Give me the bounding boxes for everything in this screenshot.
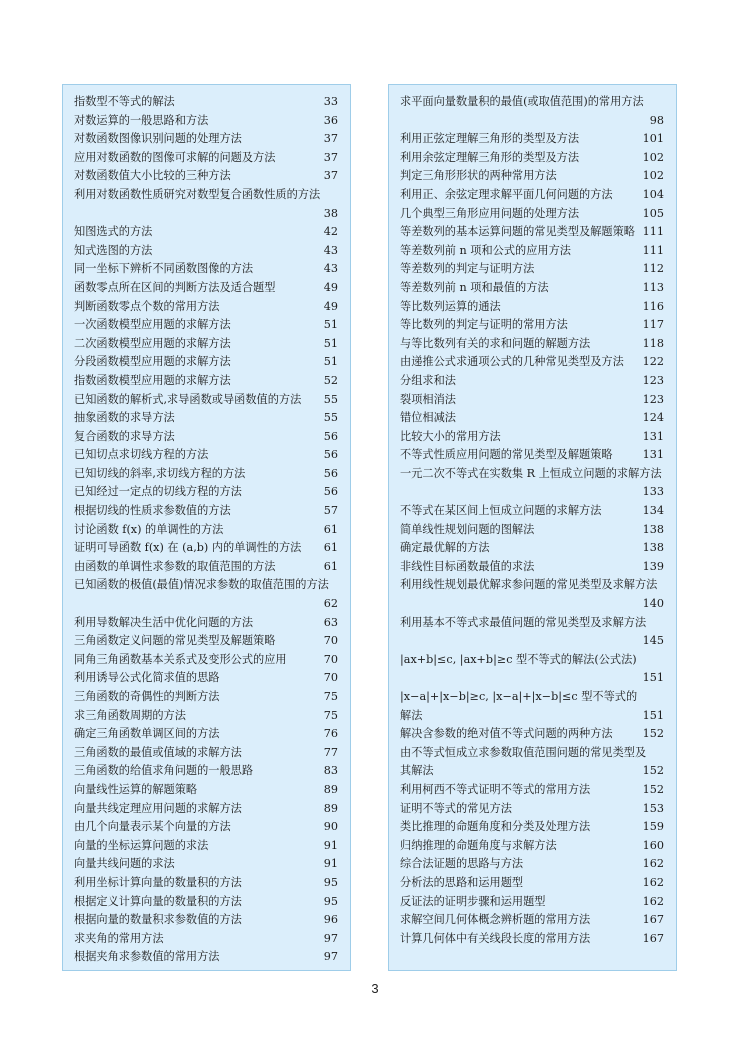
toc-entry (74, 576, 338, 613)
toc-entry-page: 77 (323, 745, 338, 759)
toc-entry-title: 根据向量的数量积求参数值的方法 (74, 913, 242, 927)
toc-entry-page: 37 (323, 132, 338, 146)
toc-entry-title: 讨论函数 f(x) 的单调性的方法 (74, 522, 224, 536)
toc-entry-title: 由递推公式求通项公式的几种常见类型及方法 (400, 355, 624, 369)
toc-entry (400, 93, 664, 130)
toc-entry-page: 104 (642, 187, 664, 201)
toc-entry-title: 知图选式的方法 (74, 225, 153, 239)
toc-entry-page: 167 (642, 931, 664, 945)
toc-entry-page: 55 (323, 411, 338, 425)
toc-entry-page: 116 (642, 299, 664, 313)
toc-entry-page: 56 (323, 466, 338, 480)
toc-entry-page: 56 (323, 485, 338, 499)
toc-entry-title: 函数零点所在区间的判断方法及适合题型 (74, 280, 276, 294)
toc-entry-title: 根据夹角求参数值的常用方法 (74, 950, 220, 964)
toc-entry (74, 855, 338, 874)
toc-entry (400, 800, 664, 819)
toc-entry-page: 61 (323, 559, 338, 573)
toc-entry-page: 153 (642, 801, 664, 815)
toc-entry (74, 93, 338, 112)
toc-entry-title: 等差数列前 n 项和最值的方法 (400, 280, 549, 294)
toc-entry (74, 669, 338, 688)
toc-entry (74, 707, 338, 726)
toc-entry-title: 利用柯西不等式证明不等式的常用方法 (400, 782, 591, 796)
toc-entry-page: 139 (642, 559, 664, 573)
toc-entry-title: 同角三角函数基本关系式及变形公式的应用 (74, 652, 287, 666)
toc-entry (400, 205, 664, 224)
toc-entry-page: 75 (323, 708, 338, 722)
toc-entry-page: 113 (642, 280, 664, 294)
toc-entry (74, 316, 338, 335)
toc-entry-title: 比较大小的常用方法 (400, 429, 501, 443)
toc-entry-title: 求平面向量数量积的最值(或取值范围)的常用方法 (400, 95, 644, 108)
toc-entry-title: 错位相减法 (400, 411, 456, 425)
toc-entry (74, 298, 338, 317)
toc-entry (400, 781, 664, 800)
toc-entry-page: 117 (642, 318, 664, 332)
toc-entry-title: 三角函数的最值或值域的求解方法 (74, 745, 242, 759)
toc-entry-title: 向量共线定理应用问题的求解方法 (74, 801, 242, 815)
toc-entry (74, 112, 338, 131)
toc-entry-page: 124 (642, 411, 664, 425)
toc-entry-page: 89 (323, 782, 338, 796)
toc-entry (74, 149, 338, 168)
toc-entry-page: 43 (323, 243, 338, 257)
toc-entry-page: 112 (642, 262, 664, 276)
toc-entry-page: 52 (323, 373, 338, 387)
toc-entry-title: 其解法 (400, 764, 434, 778)
toc-entry-title: 分组求和法 (400, 373, 456, 387)
toc-entry (400, 316, 664, 335)
toc-entry (400, 855, 664, 874)
toc-entry-title: 裂项相消法 (400, 392, 456, 406)
toc-entry (400, 762, 664, 781)
toc-entry-page: 134 (642, 504, 664, 518)
toc-entry (74, 762, 338, 781)
toc-entry (400, 167, 664, 186)
toc-entry (74, 223, 338, 242)
toc-entry-page: 55 (323, 392, 338, 406)
toc-entry-page: 37 (323, 169, 338, 183)
toc-entry-page: 51 (323, 336, 338, 350)
toc-entry-page: 138 (642, 522, 664, 536)
toc-entry (400, 372, 664, 391)
toc-entry-title: 分段函数模型应用题的求解方法 (74, 355, 231, 369)
toc-entry (74, 391, 338, 410)
toc-entry-page: 131 (642, 429, 664, 443)
toc-entry (400, 409, 664, 428)
toc-entry-title: |ax+b|≤c, |ax+b|≥c 型不等式的解法(公式法) (400, 652, 637, 666)
toc-entry-title: 向量线性运算的解题策略 (74, 782, 198, 796)
toc-entry-title: 等差数列的判定与证明方法 (400, 262, 535, 276)
toc-entry-page: 159 (642, 820, 664, 834)
toc-entry-page: 111 (642, 225, 664, 239)
toc-entry-page: 138 (642, 541, 664, 555)
toc-entry (400, 930, 664, 949)
toc-entry (400, 744, 664, 763)
toc-entry-title: 归纳推理的命题角度与求解方法 (400, 838, 557, 852)
toc-entry (400, 130, 664, 149)
toc-entry (400, 688, 664, 707)
toc-entry-page: 70 (323, 634, 338, 648)
toc-entry-title: 利用诱导公式化简求值的思路 (74, 671, 220, 685)
toc-entry-page: 122 (642, 355, 664, 369)
toc-right-entries (400, 93, 664, 948)
page-number: 3 (371, 981, 379, 996)
toc-entry-title: 复合函数的求导方法 (74, 429, 175, 443)
toc-entry-page: 70 (323, 671, 338, 685)
toc-entry-title: 根据定义计算向量的数量积的方法 (74, 894, 242, 908)
toc-entry-title: 利用余弦定理解三角形的类型及方法 (400, 150, 580, 164)
toc-entry (74, 688, 338, 707)
toc-entry (400, 893, 664, 912)
toc-entry (400, 298, 664, 317)
toc-entry-title: 由不等式恒成立求参数取值范围问题的常见类型及 (400, 745, 647, 759)
toc-entry (400, 539, 664, 558)
toc-entry (74, 502, 338, 521)
toc-entry (74, 558, 338, 577)
toc-entry-title: 判断函数零点个数的常用方法 (74, 299, 220, 313)
toc-entry-title: 对数函数图像识别问题的处理方法 (74, 132, 242, 146)
toc-entry-page: 56 (323, 448, 338, 462)
toc-entry-title: 对数函数值大小比较的三种方法 (74, 169, 231, 183)
toc-entry-title: 同一坐标下辨析不同函数图像的方法 (74, 262, 254, 276)
toc-entry (400, 837, 664, 856)
toc-entry-title: 不等式性质应用问题的常见类型及解题策略 (400, 448, 613, 462)
toc-entry-page: 152 (642, 727, 664, 741)
toc-entry (74, 948, 338, 967)
toc-entry (74, 744, 338, 763)
toc-entry-title: 类比推理的命题角度和分类及处理方法 (400, 820, 591, 834)
toc-entry-page: 101 (642, 132, 664, 146)
toc-entry-page: 91 (323, 838, 338, 852)
toc-entry (400, 391, 664, 410)
toc-entry-title: 三角函数定义问题的常见类型及解题策略 (74, 634, 276, 648)
toc-entry (400, 186, 664, 205)
toc-entry-title: 知式选图的方法 (74, 243, 153, 257)
toc-entry-title: 与等比数列有关的求和问题的解题方法 (400, 336, 591, 350)
toc-entry-title: 等比数列运算的通法 (400, 299, 501, 313)
toc-entry-page: 33 (323, 95, 338, 108)
toc-entry-page: 162 (642, 875, 664, 889)
toc-entry (74, 465, 338, 484)
toc-entry-title: 求解空间几何体概念辨析题的常用方法 (400, 913, 591, 927)
toc-right-column (388, 84, 677, 971)
toc-entry-page: 42 (323, 225, 338, 239)
toc-entry-title: 根据切线的性质求参数值的方法 (74, 504, 231, 518)
toc-entry-title: 向量的坐标运算问题的求法 (74, 838, 209, 852)
toc-entry-page: 95 (323, 875, 338, 889)
toc-entry-page: 89 (323, 801, 338, 815)
toc-entry-title: 确定最优解的方法 (400, 541, 490, 555)
toc-entry (400, 446, 664, 465)
toc-entry (74, 335, 338, 354)
toc-entry (74, 521, 338, 540)
toc-entry-title: 已知经过一定点的切线方程的方法 (74, 485, 242, 499)
toc-entry-title: 二次函数模型应用题的求解方法 (74, 336, 231, 350)
toc-entry-title: 分析法的思路和运用题型 (400, 875, 524, 889)
toc-entry-title: 综合法证题的思路与方法 (400, 857, 524, 871)
toc-entry-title: 对数运算的一般思路和方法 (74, 113, 209, 127)
toc-entry-title: 抽象函数的求导方法 (74, 411, 175, 425)
toc-entry (74, 781, 338, 800)
toc-entry-title: 简单线性规划问题的图解法 (400, 522, 535, 536)
toc-entry (400, 911, 664, 930)
toc-entry-title: 计算几何体中有关线段长度的常用方法 (400, 931, 591, 945)
toc-entry-title: 已知函数的极值(最值)情况求参数的取值范围的方法 (74, 578, 329, 592)
toc-entry-page: 152 (642, 782, 664, 796)
toc-entry (74, 186, 338, 223)
toc-entry (400, 149, 664, 168)
toc-entry-title: 反证法的证明步骤和运用题型 (400, 894, 546, 908)
toc-entry-title: 解决含参数的绝对值不等式问题的两种方法 (400, 727, 613, 741)
toc-entry-page: 43 (323, 262, 338, 276)
toc-entry-title: |x−a|+|x−b|≥c, |x−a|+|x−b|≤c 型不等式的 (400, 690, 638, 703)
toc-entry (400, 260, 664, 279)
toc-entry-page: 151 (642, 708, 664, 722)
toc-entry-page: 145 (642, 634, 664, 648)
toc-entry-page: 49 (323, 299, 338, 313)
toc-entry-title: 等比数列的判定与证明的常用方法 (400, 318, 568, 332)
toc-entry-page: 140 (642, 597, 664, 611)
toc-entry (400, 576, 664, 613)
toc-entry-title: 三角函数的给值求角问题的一般思路 (74, 764, 254, 778)
toc-entry (400, 818, 664, 837)
toc-entry-page: 162 (642, 857, 664, 871)
toc-entry-page: 95 (323, 894, 338, 908)
toc-entry-page: 61 (323, 522, 338, 536)
toc-entry-title: 解法 (400, 708, 423, 722)
toc-entry (74, 372, 338, 391)
toc-entry-page: 61 (323, 541, 338, 555)
toc-entry-title: 由函数的单调性求参数的取值范围的方法 (74, 559, 276, 573)
toc-entry-page: 83 (323, 764, 338, 778)
toc-entry-page: 38 (323, 206, 338, 220)
toc-entry-page: 91 (323, 857, 338, 871)
toc-entry (400, 725, 664, 744)
toc-entry (400, 242, 664, 261)
toc-entry (74, 818, 338, 837)
toc-entry-title: 已知切线的斜率,求切线方程的方法 (74, 466, 246, 480)
toc-entry-title: 利用对数函数性质研究对数型复合函数性质的方法 (74, 187, 321, 201)
toc-entry-page: 160 (642, 838, 664, 852)
toc-entry-title: 证明可导函数 f(x) 在 (a,b) 内的单调性的方法 (74, 541, 302, 555)
toc-entry-page: 49 (323, 280, 338, 294)
toc-entry-page: 105 (642, 206, 664, 220)
toc-entry-page: 62 (323, 597, 338, 611)
toc-entry-title: 利用基本不等式求最值问题的常见类型及求解方法 (400, 615, 647, 629)
toc-entry (74, 167, 338, 186)
toc-entry-page: 162 (642, 894, 664, 908)
toc-entry-page: 51 (323, 355, 338, 369)
toc-entry (74, 837, 338, 856)
toc-entry-title: 等差数列的基本运算问题的常见类型及解题策略 (400, 225, 635, 239)
toc-entry (400, 465, 664, 502)
toc-entry (74, 893, 338, 912)
toc-entry (74, 800, 338, 819)
toc-entry-title: 已知切点求切线方程的方法 (74, 448, 209, 462)
toc-entry (74, 930, 338, 949)
toc-entry-page: 56 (323, 429, 338, 443)
toc-entry-title: 指数型不等式的解法 (74, 95, 175, 108)
toc-entry (74, 614, 338, 633)
toc-entry-title: 确定三角函数单调区间的方法 (74, 727, 220, 741)
toc-entry (400, 279, 664, 298)
toc-entry (400, 353, 664, 372)
toc-entry-title: 三角函数的奇偶性的判断方法 (74, 690, 220, 703)
toc-entry-page: 90 (323, 820, 338, 834)
toc-entry (400, 558, 664, 577)
toc-entry-title: 判定三角形形状的两种常用方法 (400, 169, 557, 183)
toc-entry-page: 75 (323, 690, 338, 703)
toc-entry-title: 由几个向量表示某个向量的方法 (74, 820, 231, 834)
toc-entry (74, 725, 338, 744)
toc-entry-title: 指数函数模型应用题的求解方法 (74, 373, 231, 387)
toc-entry-page: 118 (642, 336, 664, 350)
toc-entry-title: 利用线性规划最优解求参问题的常见类型及求解方法 (400, 578, 658, 592)
toc-entry-page: 151 (642, 671, 664, 685)
toc-entry-page: 123 (642, 392, 664, 406)
toc-left-column (62, 84, 351, 971)
toc-entry (400, 874, 664, 893)
toc-entry (74, 874, 338, 893)
toc-entry-page: 102 (642, 150, 664, 164)
toc-entry-title: 利用坐标计算向量的数量积的方法 (74, 875, 242, 889)
toc-entry (400, 614, 664, 651)
toc-entry-title: 已知函数的解析式,求导函数或导函数值的方法 (74, 392, 302, 406)
toc-entry-page: 37 (323, 150, 338, 164)
toc-entry-page: 63 (323, 615, 338, 629)
toc-entry-page: 102 (642, 169, 664, 183)
toc-entry (74, 911, 338, 930)
toc-entry-page: 36 (323, 113, 338, 127)
toc-entry-title: 一元二次不等式在实数集 R 上恒成立问题的求解方法 (400, 466, 662, 480)
toc-entry-title: 不等式在某区间上恒成立问题的求解方法 (400, 504, 602, 518)
toc-entry-page: 123 (642, 373, 664, 387)
toc-entry-title: 求三角函数周期的方法 (74, 708, 186, 722)
toc-entry (74, 446, 338, 465)
toc-entry-title: 求夹角的常用方法 (74, 931, 164, 945)
toc-entry-page: 98 (649, 113, 664, 127)
toc-entry (74, 428, 338, 447)
toc-entry (400, 651, 664, 688)
toc-entry (400, 335, 664, 354)
toc-entry (74, 130, 338, 149)
toc-entry-title: 向量共线问题的求法 (74, 857, 175, 871)
toc-entry-title: 非线性目标函数最值的求法 (400, 559, 535, 573)
toc-entry (74, 483, 338, 502)
toc-entry-page: 167 (642, 913, 664, 927)
toc-entry (74, 651, 338, 670)
toc-entry-page: 111 (642, 243, 664, 257)
toc-entry-page: 76 (323, 727, 338, 741)
toc-entry-page: 57 (323, 504, 338, 518)
toc-entry-title: 几个典型三角形应用问题的处理方法 (400, 206, 580, 220)
toc-entry (400, 521, 664, 540)
toc-entry-page: 70 (323, 652, 338, 666)
toc-entry-title: 证明不等式的常见方法 (400, 801, 512, 815)
toc-entry (74, 242, 338, 261)
toc-entry-page: 152 (642, 764, 664, 778)
toc-entry-title: 利用正、余弦定理求解平面几何问题的方法 (400, 187, 613, 201)
toc-entry-title: 利用正弦定理解三角形的类型及方法 (400, 132, 580, 146)
toc-entry-page: 97 (323, 931, 338, 945)
toc-entry-page: 97 (323, 950, 338, 964)
toc-entry (400, 707, 664, 726)
toc-entry-page: 133 (642, 485, 664, 499)
toc-entry-title: 应用对数函数的图像可求解的问题及方法 (74, 150, 276, 164)
toc-entry (74, 539, 338, 558)
toc-entry (74, 353, 338, 372)
toc-entry-page: 51 (323, 318, 338, 332)
toc-entry (74, 632, 338, 651)
toc-entry (74, 260, 338, 279)
toc-entry-page: 96 (323, 913, 338, 927)
toc-entry (74, 279, 338, 298)
toc-entry-page: 131 (642, 448, 664, 462)
toc-entry-title: 利用导数解决生活中优化问题的方法 (74, 615, 254, 629)
toc-entry (74, 409, 338, 428)
toc-entry (400, 223, 664, 242)
toc-left-entries (74, 93, 338, 967)
toc-entry-title: 等差数列前 n 项和公式的应用方法 (400, 243, 571, 257)
toc-entry (400, 428, 664, 447)
toc-entry (400, 502, 664, 521)
toc-entry-title: 一次函数模型应用题的求解方法 (74, 318, 231, 332)
